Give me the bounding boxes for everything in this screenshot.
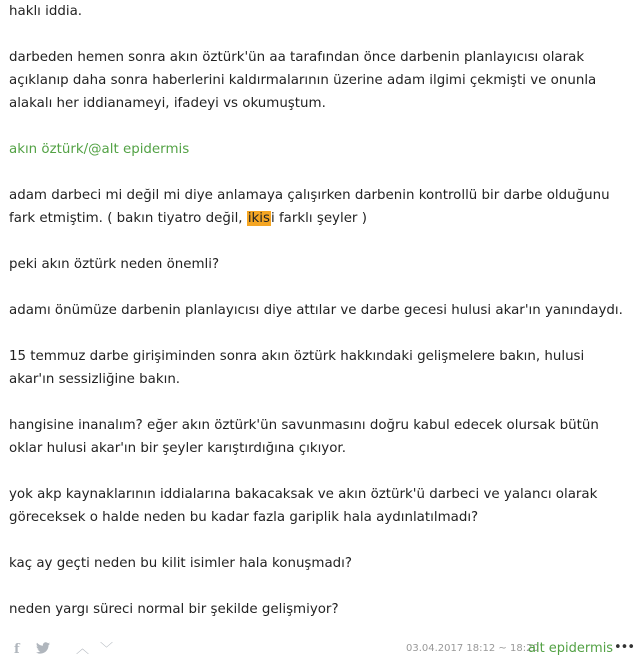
downvote-chevron-icon[interactable]: ﹀: [100, 642, 114, 657]
entry-content: [9, 0, 629, 621]
search-highlight: ikis: [247, 211, 270, 226]
entry-date[interactable]: 03.04.2017 18:12 ~ 18:20: [406, 643, 539, 654]
paragraph: adamı önümüze darbenin planlayıcısı diye attılar ve darbe gecesi hulusi akar'ın yanındaydı.: [9, 303, 623, 318]
entry-author[interactable]: alt epidermis: [528, 641, 614, 656]
entry-footer: [0, 640, 635, 661]
text-span: i farklı şeyler ): [270, 211, 367, 226]
paragraph: [9, 138, 629, 161]
paragraph: 15 temmuz darbe girişiminden sonra akın öztürk hakkındaki gelişmelere bakın, hulusi akar'ın sessizliğine bakın.: [9, 349, 585, 387]
paragraph: hangisine inanalım? eğer akın öztürk'ün savunmasını doğru kabul edecek olursak bütün oklar hulusi akar'ın bir şeyler karıştırdığına çıkıyor.: [9, 418, 599, 456]
entry-link[interactable]: akın öztürk/@alt epidermis: [9, 142, 190, 157]
upvote-chevron-icon[interactable]: ︿: [76, 642, 90, 657]
paragraph: peki akın öztürk neden önemli?: [9, 257, 220, 272]
paragraph: kaç ay geçti neden bu kilit isimler hala konuşmadı?: [9, 556, 352, 571]
more-options-icon[interactable]: •••: [614, 640, 635, 655]
facebook-share-icon[interactable]: f: [14, 642, 20, 657]
paragraph: haklı iddia.: [9, 4, 83, 19]
twitter-share-icon[interactable]: [36, 642, 50, 654]
text-span: adam darbeci mi değil mi diye anlamaya çalışırken darbenin kontrollü bir darbe olduğunu fark etmiştim. ( bakın tiyatro değil,: [9, 188, 610, 226]
paragraph: yok akp kaynaklarının iddialarına bakacaksak ve akın öztürk'ü darbeci ve yalancı olarak göreceksek o halde neden bu kadar fazla gariplik hala aydınlatılmadı?: [9, 487, 598, 525]
paragraph: darbeden hemen sonra akın öztürk'ün aa tarafından önce darbenin planlayıcısı olarak açıklanıp daha sonra haberlerini kaldırmalarının üzerine adam ilgimi çekmişti ve onunla alakalı her iddianameyi, ifadeyi vs okumuştum.: [9, 50, 597, 111]
paragraph: [9, 184, 629, 230]
paragraph: neden yargı süreci normal bir şekilde gelişmiyor?: [9, 602, 339, 617]
